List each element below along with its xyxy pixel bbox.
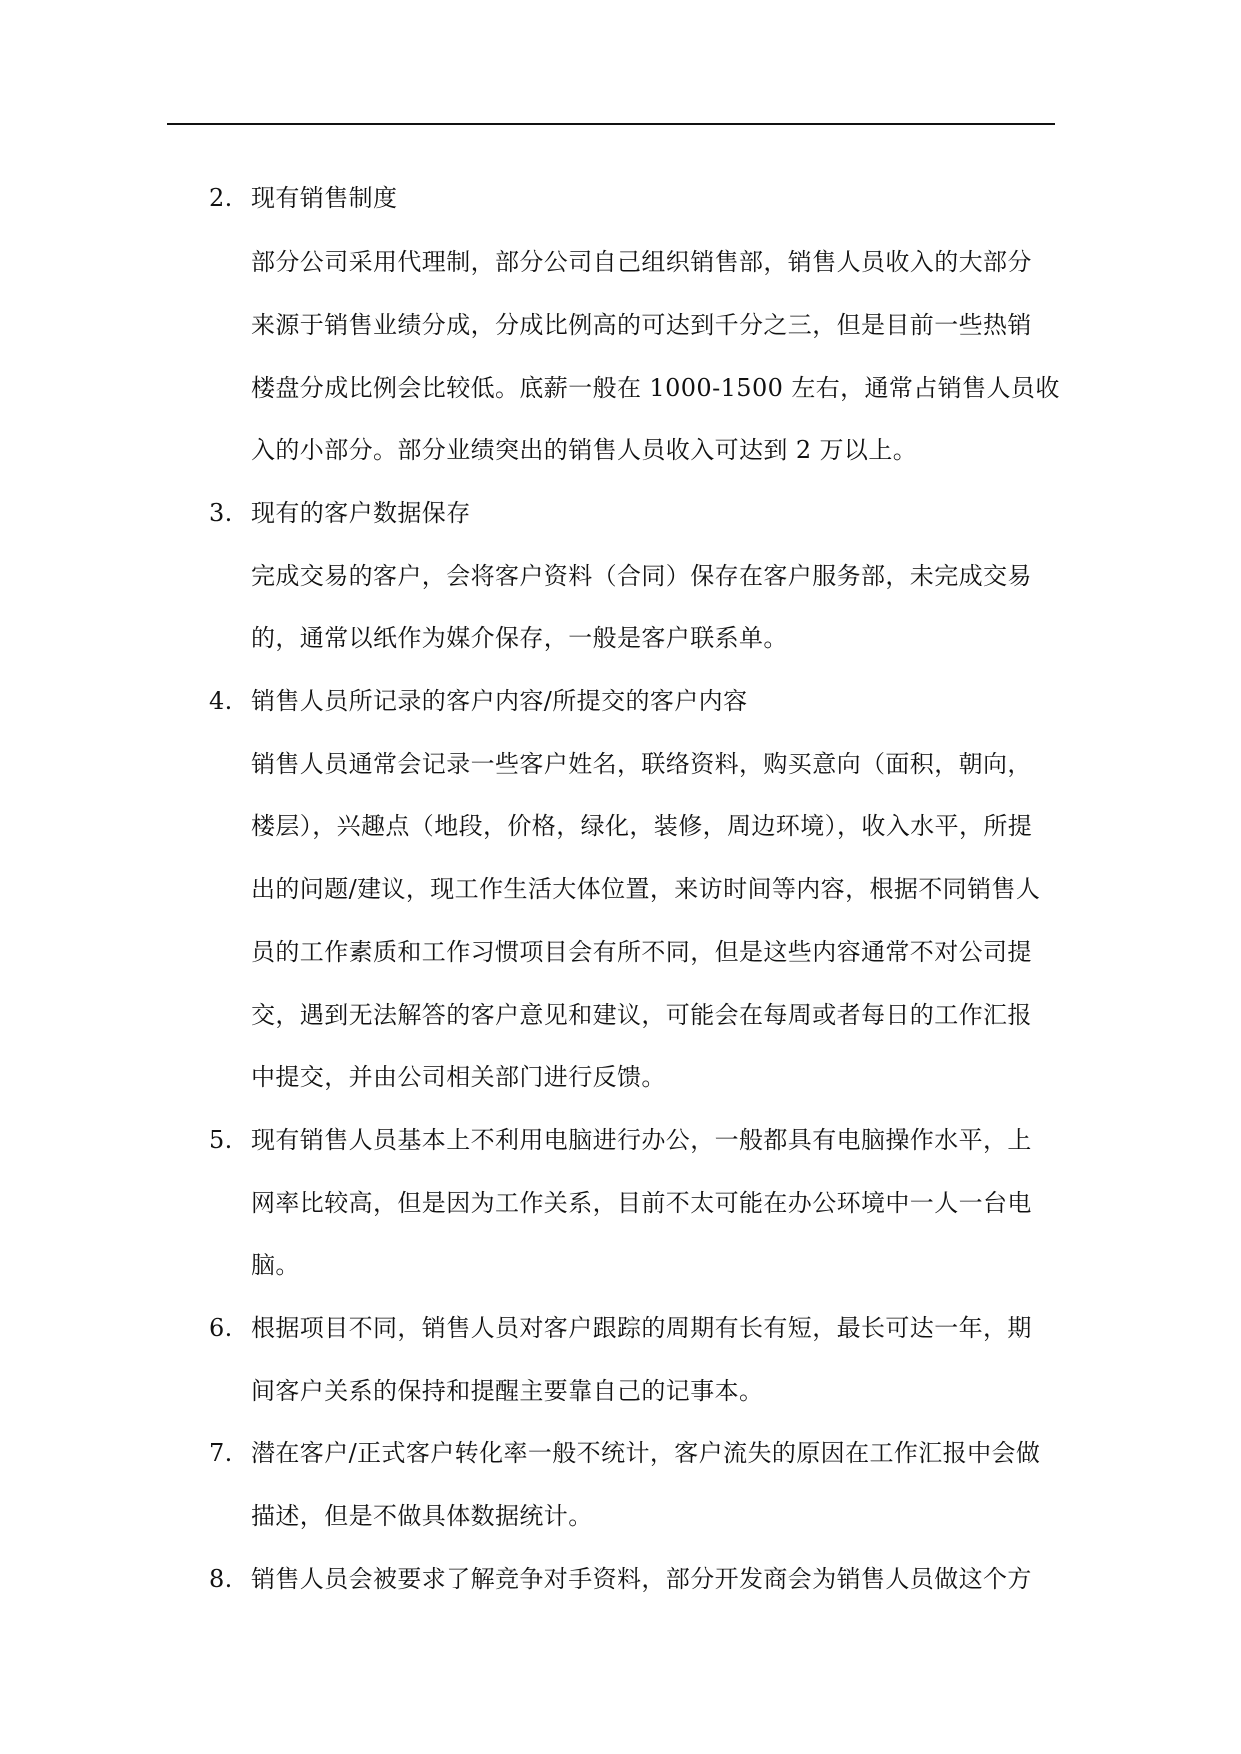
section-number: 5. <box>209 1126 233 1154</box>
paragraph-line: 完成交易的客户，会将客户资料（合同）保存在客户服务部，未完成交易 <box>251 562 1032 590</box>
paragraph-line: 现有销售人员基本上不利用电脑进行办公，一般都具有电脑操作水平，上 <box>251 1126 1032 1154</box>
paragraph-line: 销售人员会被要求了解竞争对手资料，部分开发商会为销售人员做这个方 <box>251 1565 1032 1593</box>
section-number: 8. <box>209 1565 233 1593</box>
section-number: 2. <box>209 184 233 212</box>
paragraph-line: 楼盘分成比例会比较低。底薪一般在 1000-1500 左右，通常占销售人员收 <box>251 374 1060 402</box>
paragraph-line: 交，遇到无法解答的客户意见和建议，可能会在每周或者每日的工作汇报 <box>251 1001 1032 1029</box>
paragraph-line: 出的问题/建议，现工作生活大体位置，来访时间等内容，根据不同销售人 <box>251 875 1041 903</box>
paragraph-line: 脑。 <box>251 1251 300 1279</box>
paragraph-line: 潜在客户/正式客户转化率一般不统计，客户流失的原因在工作汇报中会做 <box>251 1439 1041 1467</box>
paragraph-line: 销售人员通常会记录一些客户姓名，联络资料，购买意向（面积，朝向， <box>251 750 1032 778</box>
section-heading: 销售人员所记录的客户内容/所提交的客户内容 <box>251 687 748 715</box>
paragraph-line: 的，通常以纸作为媒介保存，一般是客户联系单。 <box>251 624 788 652</box>
paragraph-line: 间客户关系的保持和提醒主要靠自己的记事本。 <box>251 1377 764 1405</box>
paragraph-line: 部分公司采用代理制，部分公司自己组织销售部，销售人员收入的大部分 <box>251 248 1032 276</box>
section-heading: 现有销售制度 <box>251 184 398 212</box>
paragraph-line: 根据项目不同，销售人员对客户跟踪的周期有长有短，最长可达一年，期 <box>251 1314 1032 1342</box>
section-number: 3. <box>209 499 233 527</box>
paragraph-line: 来源于销售业绩分成，分成比例高的可达到千分之三，但是目前一些热销 <box>251 311 1032 339</box>
section-number: 4. <box>209 687 233 715</box>
section-number: 7. <box>209 1439 233 1467</box>
paragraph-line: 网率比较高，但是因为工作关系，目前不太可能在办公环境中一人一台电 <box>251 1189 1032 1217</box>
paragraph-line: 中提交，并由公司相关部门进行反馈。 <box>251 1063 666 1091</box>
section-number: 6. <box>209 1314 233 1342</box>
paragraph-line: 入的小部分。部分业绩突出的销售人员收入可达到 2 万以上。 <box>251 436 918 464</box>
paragraph-line: 员的工作素质和工作习惯项目会有所不同，但是这些内容通常不对公司提 <box>251 938 1032 966</box>
section-heading: 现有的客户数据保存 <box>251 499 471 527</box>
paragraph-line: 楼层），兴趣点（地段，价格，绿化，装修，周边环境），收入水平，所提 <box>251 812 1033 840</box>
paragraph-line: 描述，但是不做具体数据统计。 <box>251 1502 593 1530</box>
